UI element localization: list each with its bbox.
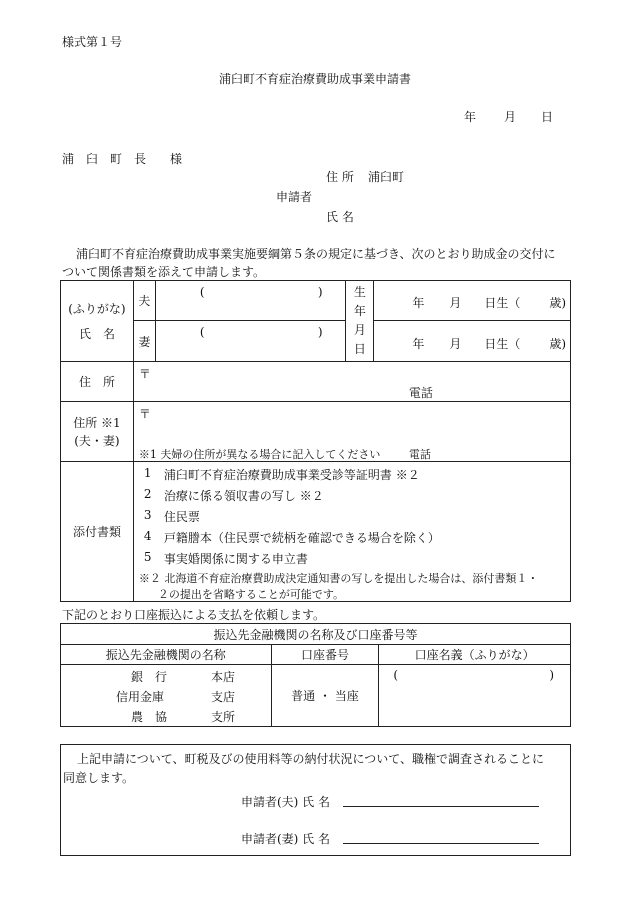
- address2-note: ※1 夫婦の住所が異なる場合に記入してください: [138, 448, 381, 461]
- address2-field[interactable]: [133, 402, 570, 462]
- sig-wife-line[interactable]: [343, 829, 539, 844]
- bank-col-account: 口座番号: [271, 645, 379, 665]
- applicant-address-value: 浦臼町: [368, 170, 405, 184]
- attachment-note-2b: ２の提出を省略することが可能です。: [157, 588, 345, 601]
- consent-box: [60, 744, 571, 856]
- bank-col-name: 振込先金融機関の名称: [61, 645, 272, 665]
- intro-line2: ついて関係書類を添えて申請します。: [62, 265, 266, 279]
- bank-name-field[interactable]: 銀 行 本店 信用金庫 支店 農 協 支所: [61, 665, 272, 727]
- applicant-name-label: 氏 名: [326, 210, 354, 224]
- bank-col-holder: 口座名義（ふりがな）: [379, 645, 571, 665]
- applicant-label: 申請者: [276, 190, 313, 204]
- attachments-label: 添付書類: [61, 462, 134, 602]
- bank-intro: 下記のとおり口座振込による支払を依頼します。: [62, 608, 326, 622]
- bank-table: [60, 623, 571, 727]
- sig-husband-label: 申請者(夫) 氏 名: [241, 795, 330, 809]
- applicant-address-label: 住 所: [326, 170, 354, 184]
- application-table: [60, 280, 571, 602]
- phone-label: 電話: [408, 386, 433, 400]
- postal-mark-2: 〒: [138, 407, 151, 421]
- address-label: 住 所: [61, 362, 134, 402]
- attachments-list: 1 浦臼町不育症治療費助成事業受診等証明書 ※２ 2 治療に係る領収書の写し ※２ 3 住民票 4 戸籍謄本（住民票で続柄を確認できる場合を除く） 5 事実婚関係に関する申立書 ※２ 北海道不育症治療費助成決定通知書の写しを提出した場合は、添付書類１・ ２の提出を省略することが可能です。: [133, 462, 570, 602]
- name-label: 氏 名: [78, 327, 115, 341]
- sig-wife-label: 申請者(妻) 氏 名: [241, 832, 330, 846]
- intro-line1: 浦臼町不育症治療費助成事業実施要綱第５条の規定に基づき、次のとおり助成金の交付に: [76, 247, 556, 261]
- wife-birth-field[interactable]: 年 月 日生（ 歳): [374, 321, 571, 362]
- attachment-note-2a: ※２ 北海道不育症治療費助成決定通知書の写しを提出した場合は、添付書類１・: [138, 572, 539, 585]
- furigana-label: (ふりがな): [68, 302, 126, 316]
- form-title: 浦臼町不育症治療費助成事業申請書: [218, 72, 411, 86]
- form-number: 様式第１号: [62, 35, 123, 49]
- husband-name-field[interactable]: ( ): [155, 281, 346, 321]
- account-holder-field[interactable]: ( ): [379, 665, 571, 727]
- address-field[interactable]: [133, 362, 570, 402]
- date-day: 日: [541, 110, 554, 124]
- husband-birth-field[interactable]: 年 月 日生（ 歳): [374, 281, 571, 321]
- date-month: 月: [504, 110, 517, 124]
- wife-label: 妻: [133, 321, 155, 362]
- address2-label-cell: 住所 ※1 (夫・妻): [61, 402, 134, 462]
- postal-mark: 〒: [138, 367, 151, 381]
- bank-table-header: 振込先金融機関の名称及び口座番号等: [61, 624, 571, 645]
- wife-name-field[interactable]: ( ): [155, 321, 346, 362]
- sig-husband-line[interactable]: [343, 792, 539, 807]
- account-type-field[interactable]: 普通 ・ 当座: [271, 665, 379, 727]
- consent-line1: 上記申請について、町税及びの使用料等の納付状況について、職権で調査されることに: [77, 752, 545, 766]
- phone-label-2: 電話: [408, 448, 431, 461]
- husband-label: 夫: [133, 281, 155, 321]
- consent-line2: 同意します。: [63, 771, 135, 785]
- date-year: 年: [464, 110, 477, 124]
- name-header-cell: [61, 281, 134, 362]
- addressee: 浦 臼 町 長 様: [62, 152, 183, 166]
- birth-header-cell: 生 年 月 日: [346, 281, 374, 362]
